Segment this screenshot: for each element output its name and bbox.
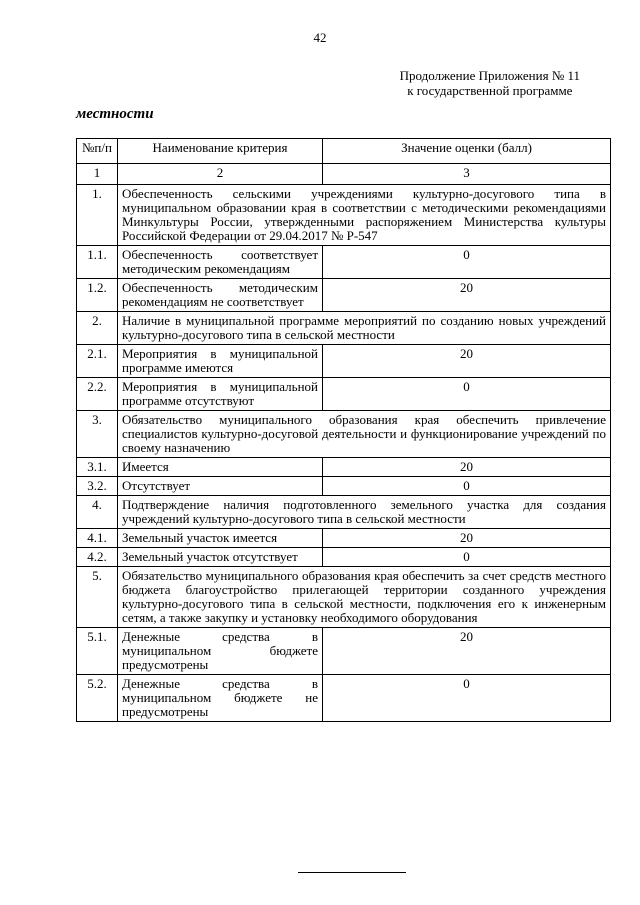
item-row [77,279,611,312]
item-criterion: Мероприятия в муниципальной программе имеются [118,345,323,378]
section-row [77,411,611,458]
item-criterion: Отсутствует [118,477,323,496]
item-row [77,548,611,567]
item-criterion: Земельный участок имеется [118,529,323,548]
row-number: 1.1. [77,246,118,279]
row-number: 2.2. [77,378,118,411]
item-row [77,246,611,279]
section-criterion: Обеспеченность сельскими учреждениями культурно-досугового типа в муниципальном образовании края в соответствии с методическими рекомендациями Минкультуры России, утвержденными распоряжением Министерства культуры Российской Федерации от 29.04.2017 № Р-547 [118,185,611,246]
index-cell: 1 [77,164,118,185]
item-criterion: Обеспеченность соответствует методическим рекомендациям [118,246,323,279]
score-value: 20 [323,279,611,312]
score-value: 0 [323,378,611,411]
row-number: 5.1. [77,628,118,675]
section-criterion: Обязательство муниципального образования края обеспечить привлечение специалистов культурно-досуговой деятельности и функционирование учреждений по своему назначению [118,411,611,458]
section-row [77,496,611,529]
appendix-heading [400,68,580,98]
row-number: 1. [77,185,118,246]
item-criterion: Денежные средства в муниципальном бюджете предусмотрены [118,628,323,675]
section-criterion: Наличие в муниципальной программе мероприятий по созданию новых учреждений культурно-досугового типа в сельской местности [118,312,611,345]
page-number: 42 [313,30,327,45]
appendix-line-1: Продолжение Приложения № 11 [399,68,580,83]
score-value: 20 [323,628,611,675]
row-number: 3. [77,411,118,458]
index-row [77,164,611,185]
continuation-word: местности [76,106,154,122]
row-number: 5. [77,567,118,628]
section-row [77,567,611,628]
item-criterion: Имеется [118,458,323,477]
item-row [77,675,611,722]
section-row [77,185,611,246]
row-number: 5.2. [77,675,118,722]
row-number: 4.1. [77,529,118,548]
score-value: 0 [323,477,611,496]
item-criterion: Мероприятия в муниципальной программе отсутствуют [118,378,323,411]
row-number: 3.2. [77,477,118,496]
row-number: 4.2. [77,548,118,567]
footer-divider [298,872,406,873]
item-row [77,345,611,378]
row-number: 2.1. [77,345,118,378]
item-criterion: Обеспеченность методическим рекомендациям не соответствует [118,279,323,312]
item-row [77,378,611,411]
section-row [77,312,611,345]
score-value: 20 [323,458,611,477]
item-row [77,529,611,548]
score-value: 0 [323,548,611,567]
header-number: №п/п [77,139,118,164]
header-score: Значение оценки (балл) [323,139,611,164]
row-number: 4. [77,496,118,529]
item-row [77,477,611,496]
section-criterion: Подтверждение наличия подготовленного земельного участка для создания учреждений культурно-досугового типа в сельской местности [118,496,611,529]
appendix-line-2: к государственной программе [407,83,573,98]
section-criterion: Обязательство муниципального образования края обеспечить за счет средств местного бюджета благоустройство прилегающей территории созданного учреждения культурно-досугового типа в сельской местности, подключения его к инженерным сетям, а также закупку и установку необходимого оборудования [118,567,611,628]
row-number: 1.2. [77,279,118,312]
score-value: 20 [323,529,611,548]
index-cell: 3 [323,164,611,185]
row-number: 3.1. [77,458,118,477]
score-value: 20 [323,345,611,378]
item-criterion: Земельный участок отсутствует [118,548,323,567]
item-row [77,628,611,675]
header-row [77,139,611,164]
item-criterion: Денежные средства в муниципальном бюджете не предусмотрены [118,675,323,722]
item-row [77,458,611,477]
header-criterion: Наименование критерия [118,139,323,164]
score-value: 0 [323,246,611,279]
criteria-table [76,138,611,722]
score-value: 0 [323,675,611,722]
index-cell: 2 [118,164,323,185]
row-number: 2. [77,312,118,345]
